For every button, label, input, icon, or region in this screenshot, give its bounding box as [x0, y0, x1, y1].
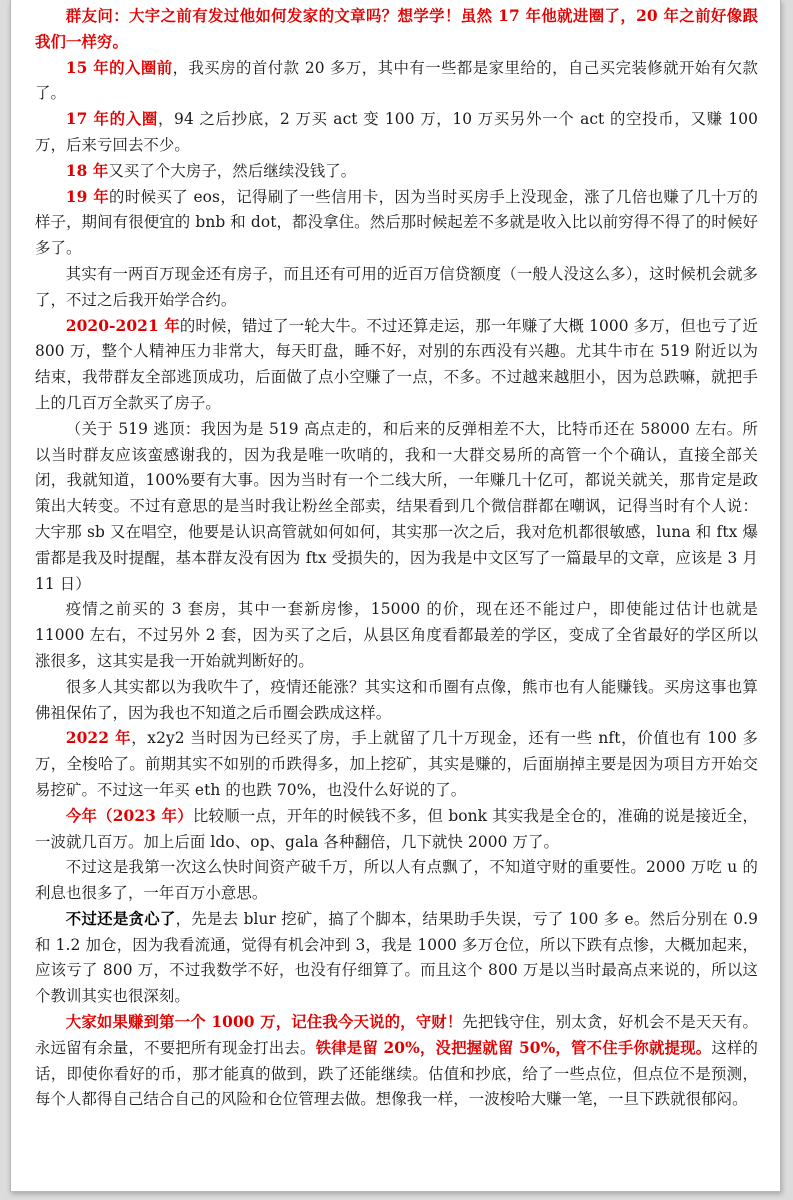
body-text: ，x2y2 当时因为已经买了房，手上就留了几十万现金，还有一些 nft，价值也有 100 多万，全梭哈了。前期其实不如别的币跌得多，加上挖矿，其实是赚的，后面崩掉主要是因为项目方开始交易挖矿。不过这一年买 eth 的也跌 70%，也没什么好说的了。: [35, 729, 758, 799]
highlighted-text: 18 年: [65, 161, 109, 180]
body-text: ，我买房的首付款 20 多万，其中有一些都是家里给的，自己买完装修就开始有欠款了。: [35, 58, 758, 103]
paragraph: [35, 907, 758, 1010]
body-text: 这样的话，即使你看好的币，那才能真的做到，跌了还能继续。估值和抄底，给了一些点位，但点位不是预测，每个人都得自己结合自己的风险和仓位管理去做。想像我一样，一波梭哈大赚一笔，一旦下跌就很郁闷。: [35, 1038, 758, 1109]
body-text: 又买了个大房子，然后继续没钱了。: [108, 161, 357, 180]
paragraph: [35, 314, 758, 417]
highlighted-text: 群友问：大宇之前有发过他如何发家的文章吗？想学学！虽然 17 年他就进圈了，20 年之前好像跟我们一样穷。: [35, 7, 758, 51]
article-body: [35, 4, 758, 1113]
paragraph: [35, 1010, 758, 1113]
paragraph: [35, 4, 758, 56]
body-text: ，94 之后抄底，2 万买 act 变 100 万，10 万买另外一个 act 的空投币，又赚 100 万，后来亏回去不少。: [35, 110, 758, 154]
highlighted-text: 19 年: [65, 187, 110, 206]
body-text: 疫情之前买的 3 套房，其中一套新房惨，15000 的价，现在还不能过户，即使能过估计也就是 11000 左右，不过另外 2 套，因为买了之后，从县区角度看都最差的学区，变成了全省最好的学区所以涨很多，这其实是我一开始就判断好的。: [35, 600, 758, 670]
body-text: 的时候买了 eos，记得刷了一些信用卡，因为当时买房手上没现金，涨了几倍也赚了几十万的样子，期间有很便宜的 bnb 和 dot，都没拿住。然后那时候起差不多就是收入比以前穷得不得了的时候好多了。: [35, 187, 758, 258]
highlighted-text: 17 年的入圈: [65, 110, 158, 129]
body-text: 不过这是我第一次这么快时间资产破千万，所以人有点飘了，不知道守财的重要性。2000 万吃 u 的利息也很多了，一年百万小意思。: [35, 858, 758, 903]
highlighted-text: 2022 年: [65, 729, 132, 748]
body-text: ，先是去 blur 挖矿，搞了个脚本，结果助手失误，亏了 100 多 e。然后分别在 0.9 和 1.2 加仓，因为我看流通，觉得有机会冲到 3，我是 1000 多万仓位，所以下跌有点惨，大概加起来，应该亏了 800 万，不过我数学不好，也没有仔细算了。而且这个 800 万是以当时最高点来说的，所以这个教训其实也很深刻。: [35, 909, 759, 1006]
bold-text: 不过还是贪心了: [65, 909, 176, 928]
paragraph: [35, 56, 758, 108]
paragraph: [35, 185, 758, 262]
body-text: 其实有一两百万现金还有房子，而且还有可用的近百万信贷额度（一般人没这么多），这时候机会就多了，不过之后我开始学合约。: [35, 264, 758, 309]
body-text: 先把钱守住，别太贪，好机会不是天天有。永远留有余量，不要把所有现金打出去。: [35, 1013, 758, 1057]
paragraph: [35, 262, 758, 314]
body-text: 的时候，错过了一轮大牛。不过还算走运，那一年赚了大概 1000 多万，但也亏了近 800 万，整个人精神压力非常大，每天盯盘，睡不好，对别的东西没有兴趣。尤其牛市在 519 附近以为结束，我带群友全部逃顶成功，后面做了点小空赚了一点，不多。不过越来越胆小，因为总跌嘛，就把手上的几百万全款买了房子。: [35, 316, 758, 412]
paragraph: [35, 675, 758, 727]
highlighted-text: 15 年的入圈前: [65, 58, 173, 77]
paragraph: [35, 417, 758, 598]
highlighted-text: 大家如果赚到第一个 1000 万，记住我今天说的，守财！: [65, 1013, 463, 1032]
body-text: （关于 519 逃顶：我因为是 519 高点走的，和后来的反弹相差不大，比特币还在 58000 左右。所以当时群友应该蛮感谢我的，因为我是唯一吹哨的，我和一大群交易所的高管一个个确认，直接全部关闭，我就知道，100%要有大事。因为当时有一个二线大所，一年赚几十亿可，都说关就关，那肯定是政策出大转变。不过有意思的是当时我让粉丝全部卖，结果看到几个微信群都在嘲讽，记得当时有个人说：大宇那 sb 又在唱空，他要是认识高管就如何如何，其实那一次之后，我对危机都很敏感，luna 和 ftx 爆雷都是我及时提醒，基本群友没有因为 ftx 受损失的，因为我是中文区写了一篇最早的文章，应该是 3 月 11 日）: [35, 419, 758, 593]
document-page: [10, 0, 781, 1192]
body-text: 很多人其实都以为我吹牛了，疫情还能涨？其实这和币圈有点像，熊市也有人能赚钱。买房这事也算佛祖保佑了，因为我也不知道之后币圈会跌成这样。: [35, 677, 758, 722]
paragraph: [35, 855, 758, 907]
highlighted-text: 2020-2021 年: [65, 316, 180, 335]
paragraph: [35, 107, 758, 159]
paragraph: [35, 726, 758, 803]
highlighted-text: 铁律是留 20%，没把握就留 50%，管不住手你就提现。: [315, 1038, 712, 1057]
highlighted-text: 今年（2023 年）: [65, 806, 193, 825]
body-text: 比较顺一点，开年的时候钱不多，但 bonk 其实我是全仓的，准确的说是接近全，一波就几百万。加上后面 ldo、op、gala 各种翻倍，几下就快 2000 万了。: [35, 806, 758, 851]
paragraph: [35, 159, 758, 185]
paragraph: [35, 597, 758, 674]
paragraph: [35, 804, 758, 856]
